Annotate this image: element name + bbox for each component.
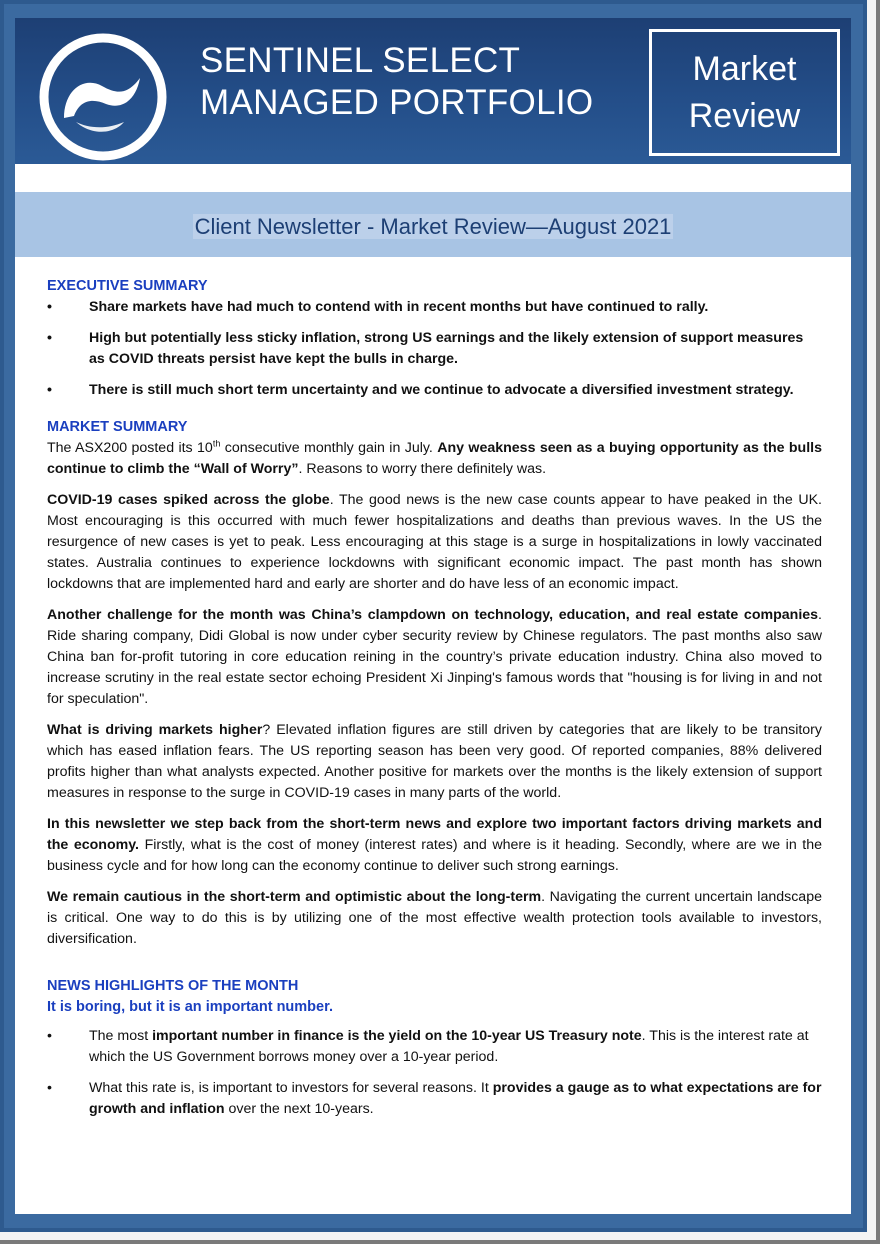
list-item: • The most important number in finance is the yield on the 10-year US Treasury note. This is the interest rate at which the US Government borrows money over a 10-year period. — [47, 1028, 809, 1065]
bullet-icon: • — [47, 382, 52, 398]
paragraph-outlook: We remain cautious in the short-term and optimistic about the long-term. Navigating the current uncertain landscape is critical. One way to do this is by utilizing one of the most effective wealth protection tools available to investors, diversification. — [47, 889, 822, 947]
list-item: • High but potentially less sticky inflation, strong US earnings and the likely extension of support measures as COVID threats persist have kept the bulls in charge. — [47, 330, 804, 367]
list-item: • There is still much short term uncertainty and we continue to advocate a diversified investment strategy. — [47, 380, 822, 401]
bullet-icon: • — [47, 330, 52, 346]
title-line-2: MANAGED PORTFOLIO — [200, 83, 594, 122]
subheading-text: Client Newsletter - Market Review—August 2021 — [194, 214, 672, 239]
list-item: • Share markets have had much to contend with in recent months but have continued to rally. — [47, 297, 822, 318]
sentinel-logo-icon — [36, 30, 170, 164]
paragraph-drivers: What is driving markets higher? Elevated inflation figures are still driven by categories that are likely to be transitory which has eased inflation fears. The US reporting season has been very good. Of reported companies, 88% delivered profits higher than what analysts expected. Another positive for markets over the months is the likely extension of support measures in response to the surge in COVID-19 cases in many parts of the world. — [47, 722, 822, 801]
title-line-1: SENTINEL SELECT — [200, 41, 521, 80]
subhead-band — [15, 192, 851, 257]
newsletter-subheading — [15, 192, 851, 257]
paragraph-newsletter-intro: In this newsletter we step back from the short-term news and explore two important factors driving markets and the economy. Firstly, what is the cost of money (interest rates) and where is it heading. Secondly, where are we in the business cycle and for how long can the economy continue to deliver such strong earnings. — [47, 816, 822, 874]
news-subheading: It is boring, but it is an important number. — [47, 999, 333, 1015]
news-highlights-heading: NEWS HIGHLIGHTS OF THE MONTH — [47, 978, 299, 994]
badge-line-2: Review — [688, 97, 801, 135]
paragraph-asx200: The ASX200 posted its 10th consecutive monthly gain in July. Any weakness seen as a buying opportunity as the bulls continue to climb the “Wall of Worry”. Reasons to worry there definitely was. — [47, 438, 822, 477]
executive-summary-heading: EXECUTIVE SUMMARY — [47, 278, 208, 294]
badge-line-1: Market — [692, 50, 797, 88]
executive-summary-list — [47, 297, 822, 401]
list-item: • What this rate is, is important to investors for several reasons. It provides a gauge as to what expectations are for growth and inflation over the next 10-years. — [47, 1080, 822, 1117]
market-summary-heading: MARKET SUMMARY — [47, 419, 188, 435]
market-review-badge — [649, 29, 840, 156]
bullet-icon: • — [47, 1028, 52, 1044]
publication-title — [200, 40, 593, 124]
paragraph-china: Another challenge for the month was China’s clampdown on technology, education, and real estate companies. Ride sharing company, Didi Global is now under cyber security review by Chinese regulators. The past months also saw China ban for-profit tutoring in core education reining in the country’s private education industry. China also moved to increase scrutiny in the real estate sector echoing President Xi Jinping's famous words that "housing is for living in and not for speculation". — [47, 607, 822, 707]
news-list — [47, 1026, 822, 1120]
bullet-icon: • — [47, 1080, 52, 1096]
bullet-icon: • — [47, 299, 52, 315]
paragraph-covid: COVID-19 cases spiked across the globe. The good news is the new case counts appear to have peaked in the UK. Most encouraging is this occurred with much fewer hospitalizations and deaths than previous waves. In the US the resurgence of new cases is yet to peak. Less encouraging at this stage is a surge in hospitalizations in lowly vaccinated states. Australia continues to experience lockdowns with significant economic impact. The past month has shown lockdowns that are implemented hard and early are shorter and do have less of an economic impact. — [47, 492, 822, 592]
article-content — [47, 276, 822, 1130]
